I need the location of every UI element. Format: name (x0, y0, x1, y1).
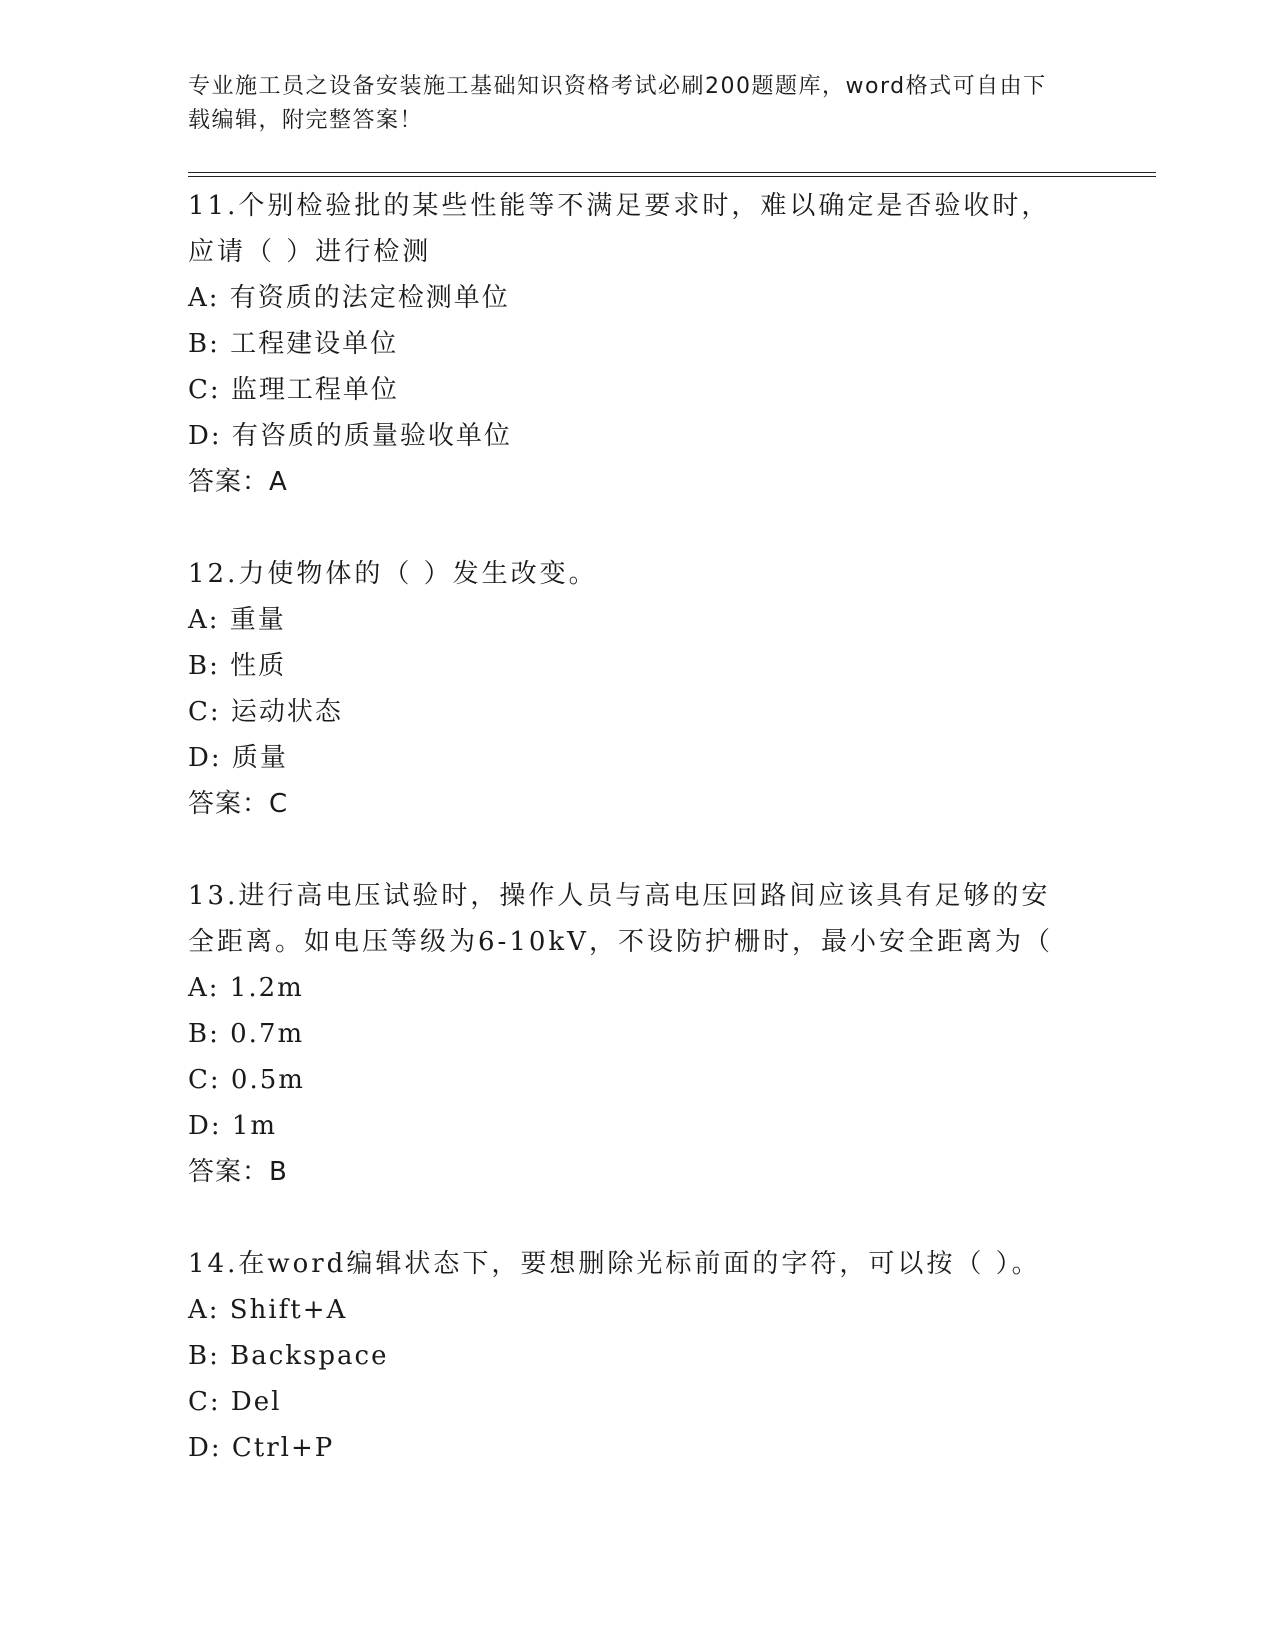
option-d: D: 质量 (188, 743, 288, 773)
option-b: B: 工程建设单位 (188, 329, 399, 359)
question-stem: 14.在word编辑状态下，要想删除光标前面的字符，可以按（ ）。 (188, 1249, 1041, 1279)
answer-label: 答案：A (188, 467, 288, 497)
option-b: B: 0.7m (188, 1019, 305, 1049)
document-header: 专业施工员之设备安装施工基础知识资格考试必刷200题题库，word格式可自由下载编辑，附完整答案！ (188, 74, 1047, 133)
option-c: C: 运动状态 (188, 697, 343, 727)
option-d: D: 1m (188, 1111, 278, 1141)
header-divider (188, 172, 1156, 177)
option-b: B: 性质 (188, 651, 287, 681)
option-c: C: 监理工程单位 (188, 375, 399, 405)
question-stem: 12.力使物体的（ ）发生改变。 (188, 559, 598, 589)
answer-label: 答案：C (188, 789, 289, 819)
option-d: D: Ctrl+P (188, 1433, 335, 1463)
option-d: D: 有咨质的质量验收单位 (188, 421, 512, 451)
option-a: A: 重量 (188, 605, 286, 635)
question-gap (188, 505, 1158, 551)
option-a: A: Shift+A (188, 1295, 348, 1325)
question-stem: 11.个别检验批的某些性能等不满足要求时，难以确定是否验收时，应请（ ）进行检测 (188, 191, 1051, 267)
document-page (188, 70, 1158, 1471)
question-gap (188, 1195, 1158, 1241)
question-12 (188, 551, 1158, 827)
question-13 (188, 873, 1158, 1195)
option-c: C: 0.5m (188, 1065, 305, 1095)
option-a: A: 有资质的法定检测单位 (188, 283, 510, 313)
question-gap (188, 827, 1158, 873)
question-14 (188, 1241, 1158, 1471)
question-11 (188, 183, 1158, 505)
option-a: A: 1.2m (188, 973, 304, 1003)
answer-label: 答案：B (188, 1157, 288, 1187)
question-stem: 13.进行高电压试验时，操作人员与高电压回路间应该具有足够的安全距离。如电压等级为6-10kV，不设防护栅时，最小安全距离为（ (188, 881, 1053, 957)
option-b: B: Backspace (188, 1341, 389, 1371)
option-c: C: Del (188, 1387, 282, 1417)
